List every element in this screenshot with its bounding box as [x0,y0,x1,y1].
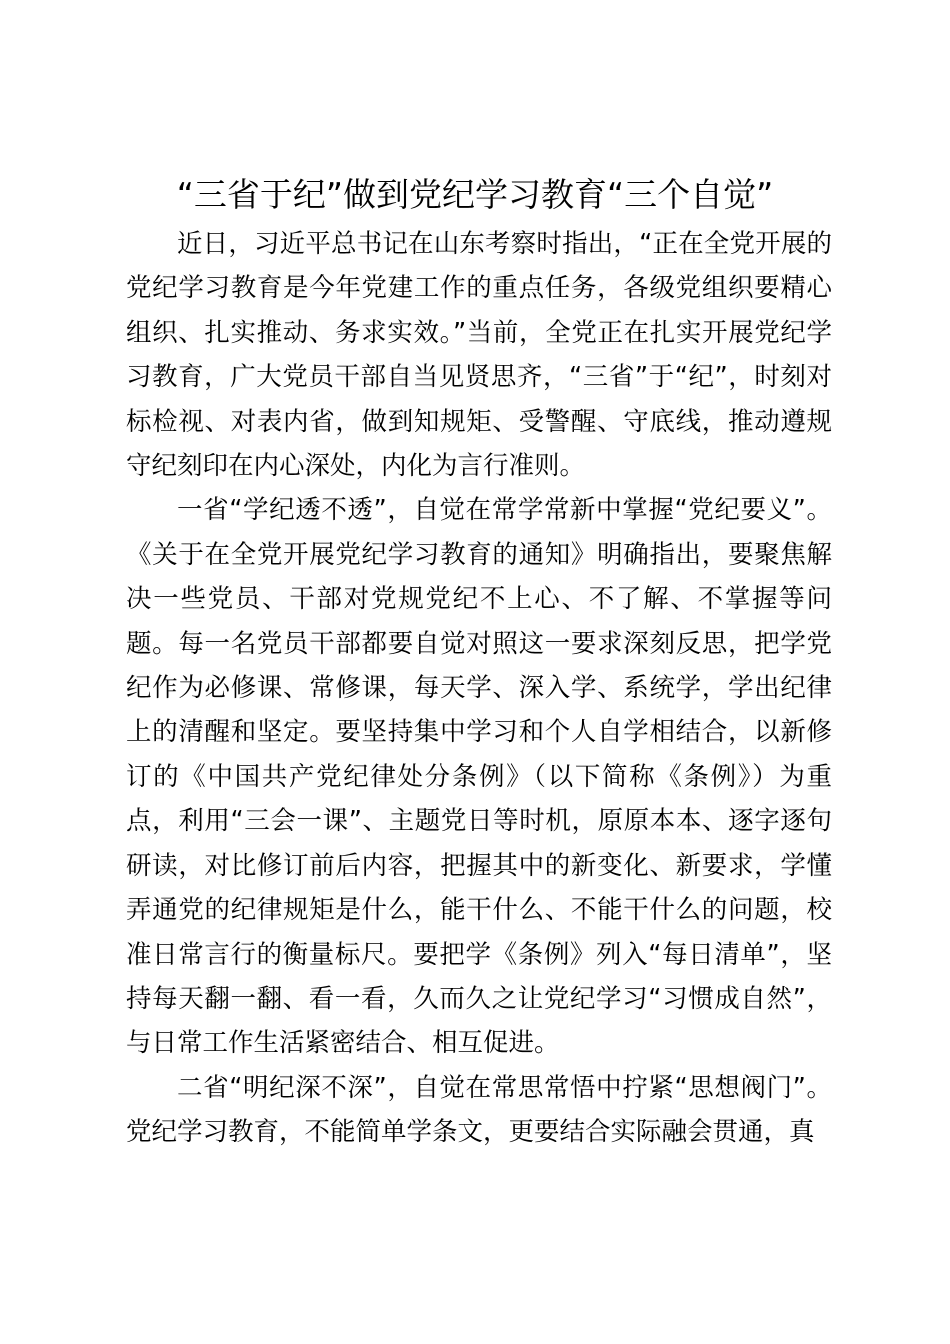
document-title: “三省于纪”做到党纪学习教育“三个自觉” [176,175,774,214]
document-body [126,222,832,1155]
paragraph-2: 一省“学纪透不透”，自觉在常学常新中掌握“党纪要义”。《关于在全党开展党纪学习教育的通知》明确指出，要聚焦解决一些党员、干部对党规党纪不上心、不了解、不掌握等问题。每一名党员干部都要自觉对照这一要求深刻反思，把学党纪作为必修课、常修课，每天学、深入学、系统学，学出纪律上的清醒和坚定。要坚持集中学习和个人自学相结合，以新修订的《中国共产党纪律处分条例》（以下简称《条例》）为重点，利用“三会一课”、主题党日等时机，原原本本、逐字逐句研读，对比修订前后内容，把握其中的新变化、新要求，学懂弄通党的纪律规矩是什么，能干什么、不能干什么的问题，校准日常言行的衡量标尺。要把学《条例》列入“每日清单”，坚持每天翻一翻、看一看，久而久之让党纪学习“习惯成自然”，与日常工作生活紧密结合、相互促进。 [126,495,832,1059]
paragraph-1: 近日，习近平总书记在山东考察时指出，“正在全党开展的党纪学习教育是今年党建工作的重点任务，各级党组织要精心组织、扎实推动、务求实效。”当前，全党正在扎实开展党纪学习教育，广大党员干部自当见贤思齐，“三省”于“纪”，时刻对标检视、对表内省，做到知规矩、受警醒、守底线，推动遵规守纪刻印在内心深处，内化为言行准则。 [126,229,832,482]
paragraph-3: 二省“明纪深不深”，自觉在常思常悟中拧紧“思想阀门”。党纪学习教育，不能简单学条文，更要结合实际融会贯通，真 [126,1072,832,1148]
